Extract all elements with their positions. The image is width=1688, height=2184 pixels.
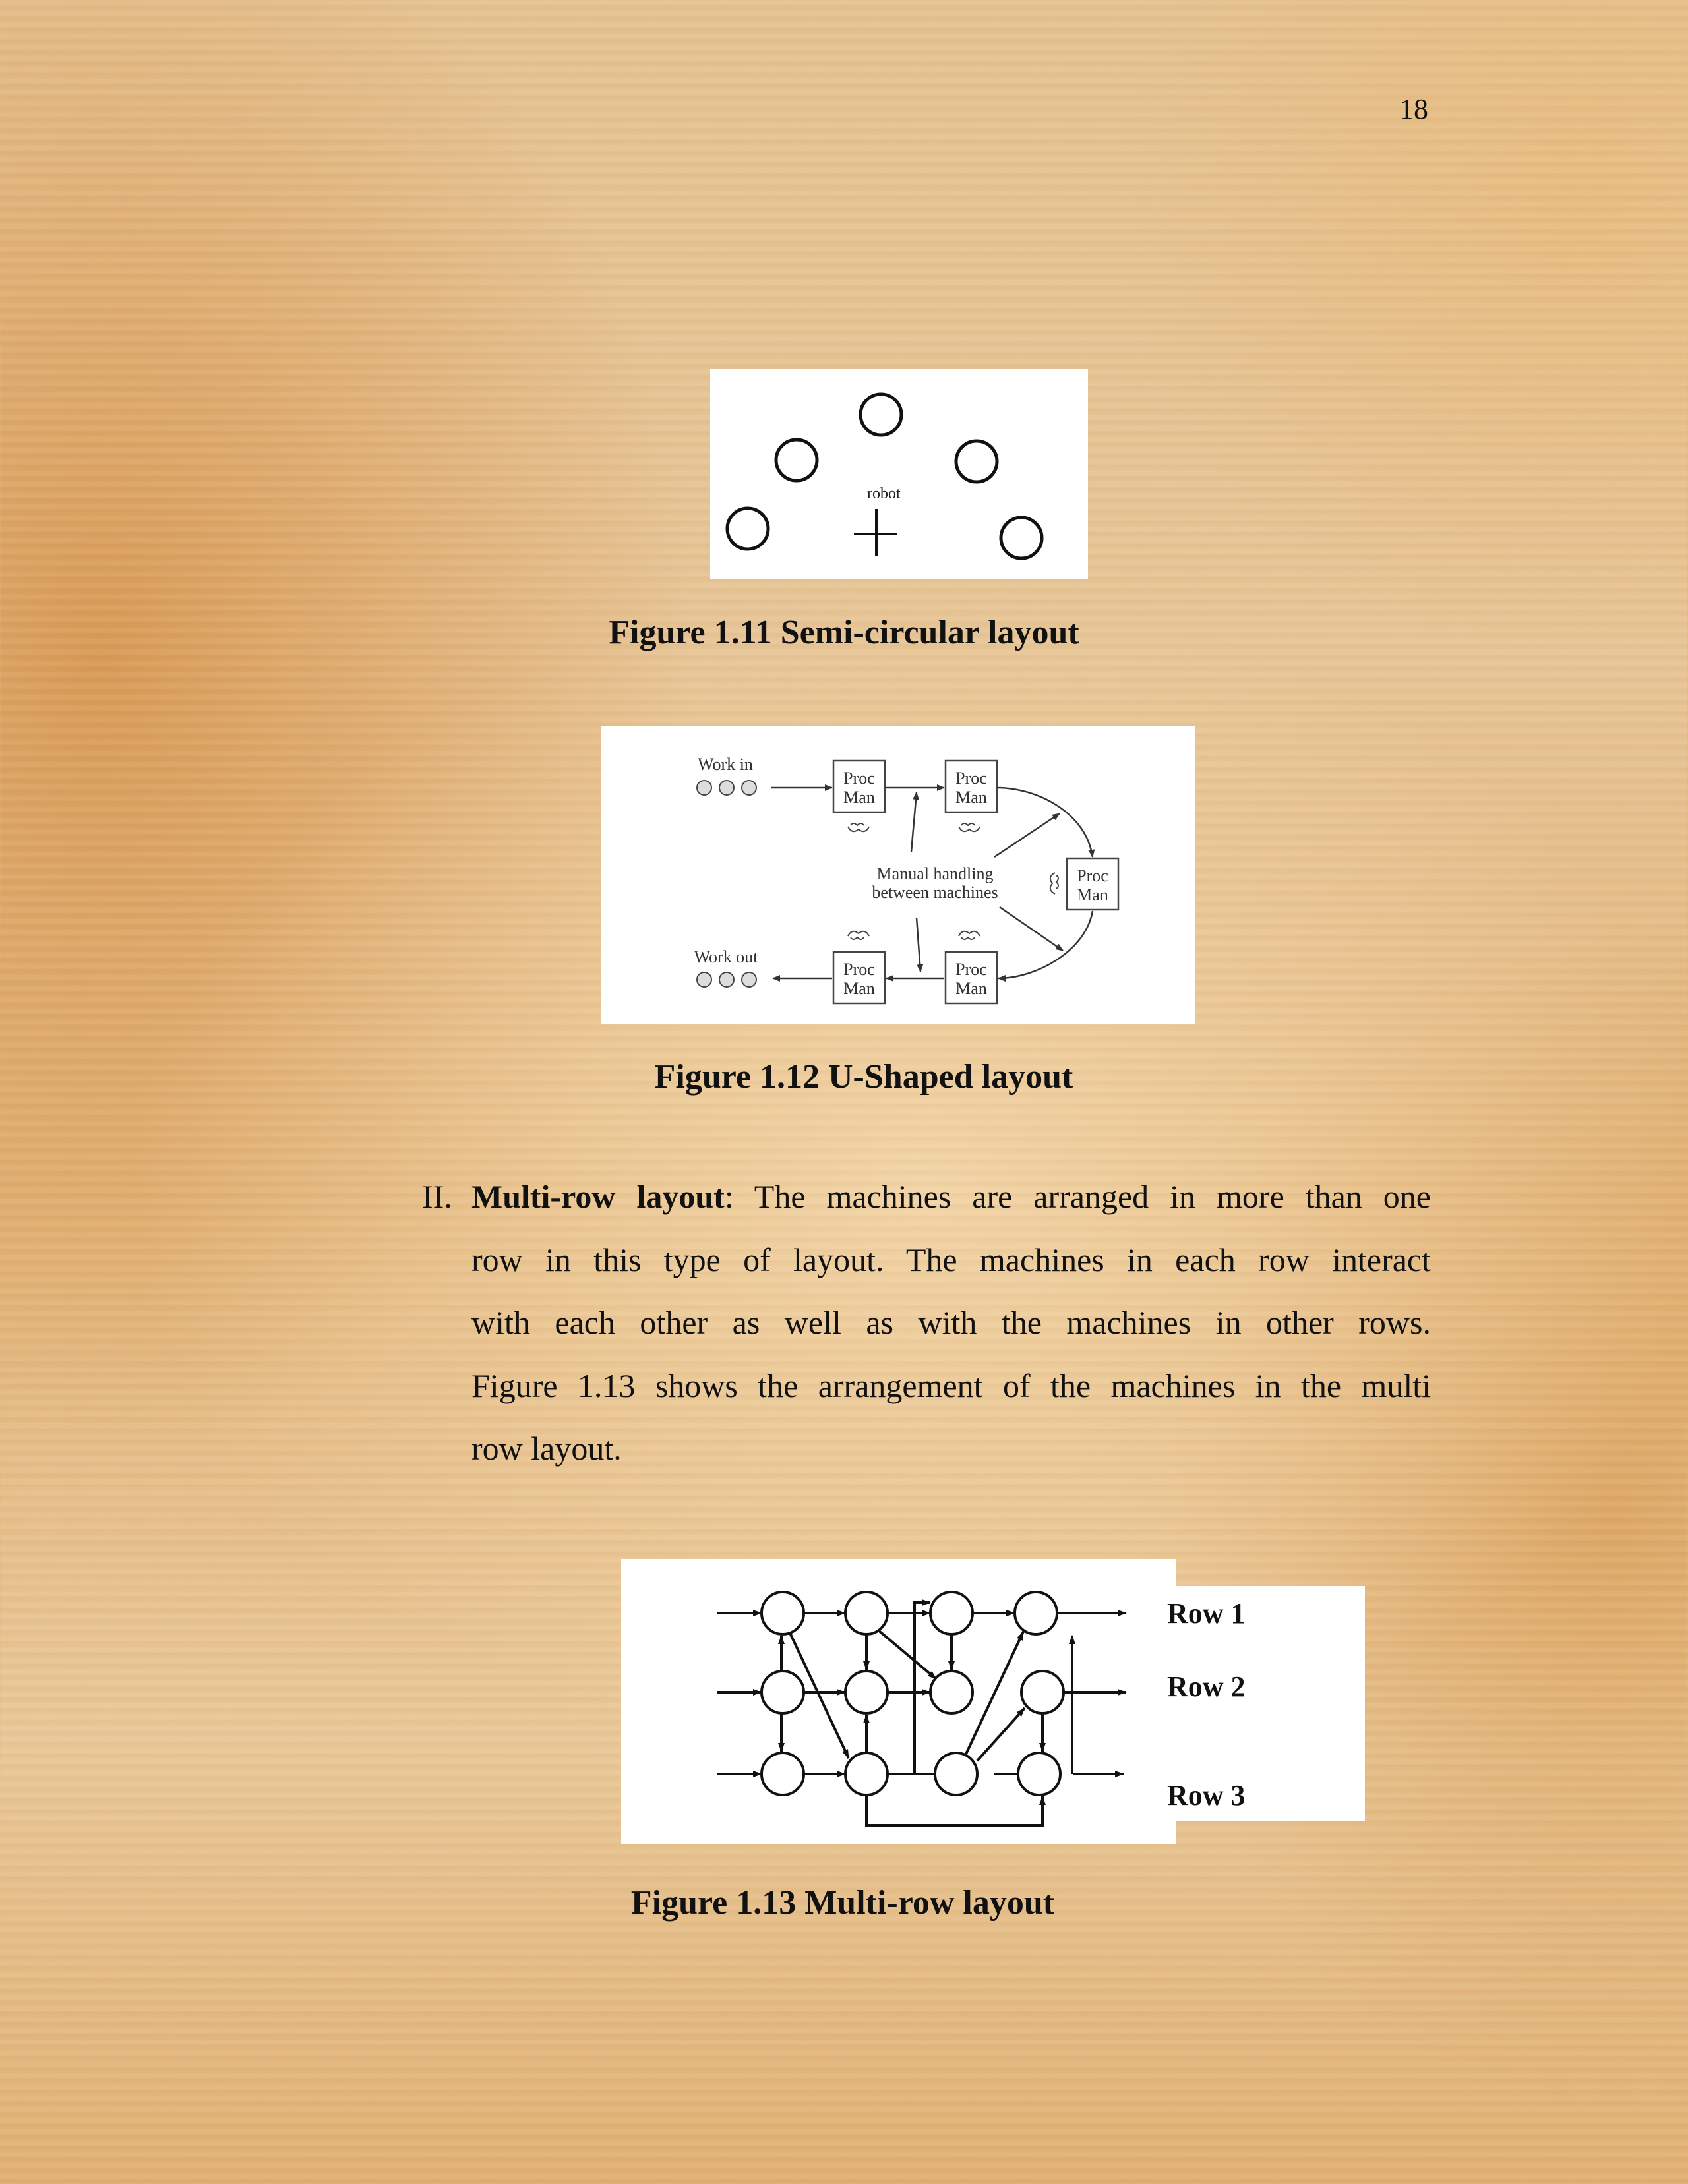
handling-arrow [911, 792, 917, 852]
u-shaped-diagram [601, 726, 1195, 1024]
machine-man-label: Man [843, 979, 875, 998]
flow-arrow [878, 1630, 936, 1679]
machine-node [762, 1592, 804, 1634]
robot-cross-icon [854, 509, 897, 556]
machine-circle [860, 394, 901, 435]
hands-icon [959, 823, 980, 831]
machine-circle [727, 508, 768, 549]
hands-icon [848, 931, 869, 939]
machine-proc-label: Proc [955, 960, 987, 979]
paragraph-line-4: Figure 1.13 shows the arrangement of the machines in the multi [471, 1367, 1431, 1404]
manual-handling-label: Manual handling [876, 864, 994, 883]
machine-proc-label: Proc [843, 960, 875, 979]
row-1-label: Row 1 [1167, 1597, 1246, 1630]
machine-man-label: Man [1077, 885, 1108, 904]
manual-handling-label-2: between machines [872, 883, 998, 902]
semi-circular-layout-figure [710, 369, 1088, 579]
paragraph-line-3: with each other as well as with the machines in other rows. [471, 1304, 1431, 1341]
part-icon [697, 781, 711, 795]
machine-proc-label: Proc [955, 769, 987, 788]
hands-icon [848, 823, 869, 831]
machine-node [762, 1671, 804, 1713]
work-out-label: Work out [694, 947, 758, 966]
machine-node [845, 1753, 888, 1795]
machine-man-label: Man [843, 788, 875, 807]
handling-arrow [917, 918, 920, 972]
part-icon [719, 781, 734, 795]
machine-node [845, 1671, 888, 1713]
flow-arrow [998, 911, 1093, 978]
machine-node [930, 1592, 973, 1634]
machine-circle [956, 441, 997, 482]
figure-1-13-caption: Figure 1.13 Multi-row layout [630, 1884, 1055, 1922]
part-icon [742, 972, 756, 987]
semi-circular-diagram [710, 369, 1088, 579]
machine-man-label: Man [955, 788, 987, 807]
machine-proc-label: Proc [1077, 866, 1108, 885]
paragraph-line-1: Multi-row layout: The machines are arranged in more than one [471, 1178, 1431, 1215]
figure-1-11-caption: Figure 1.11 Semi-circular layout [609, 614, 1079, 651]
machine-node [930, 1671, 973, 1713]
paragraph-line-2: row in this type of layout. The machines in each row interact [471, 1241, 1431, 1278]
row-2-label: Row 2 [1167, 1670, 1246, 1703]
part-icon [697, 972, 711, 987]
machine-circle [776, 440, 817, 481]
page-number: 18 [1399, 93, 1428, 125]
hands-icon [959, 931, 980, 939]
multi-row-layout-figure [621, 1559, 1176, 1844]
work-in-label: Work in [698, 755, 753, 774]
multi-row-diagram [621, 1559, 1176, 1844]
machine-man-label: Man [955, 979, 987, 998]
machine-node [1015, 1592, 1057, 1634]
paragraph-line-5: row layout. [471, 1430, 622, 1467]
machine-proc-label: Proc [843, 769, 875, 788]
machine-node [1018, 1753, 1060, 1795]
row-3-label: Row 3 [1167, 1779, 1246, 1812]
hands-icon [1050, 873, 1058, 894]
machine-node [1021, 1671, 1064, 1713]
handling-arrow [1000, 907, 1063, 951]
robot-label: robot [867, 485, 901, 502]
handling-arrow [994, 813, 1060, 857]
machine-node [935, 1753, 977, 1795]
machine-circle [1001, 517, 1042, 558]
machine-node [845, 1592, 888, 1634]
figure-1-12-caption: Figure 1.12 U-Shaped layout [654, 1058, 1073, 1096]
list-marker: II. [422, 1178, 452, 1215]
machine-node [762, 1753, 804, 1795]
part-icon [719, 972, 734, 987]
flow-arrow [866, 1795, 1042, 1825]
part-icon [742, 781, 756, 795]
u-shaped-layout-figure [601, 726, 1195, 1024]
term-multi-row-layout: Multi-row layout [471, 1178, 725, 1215]
